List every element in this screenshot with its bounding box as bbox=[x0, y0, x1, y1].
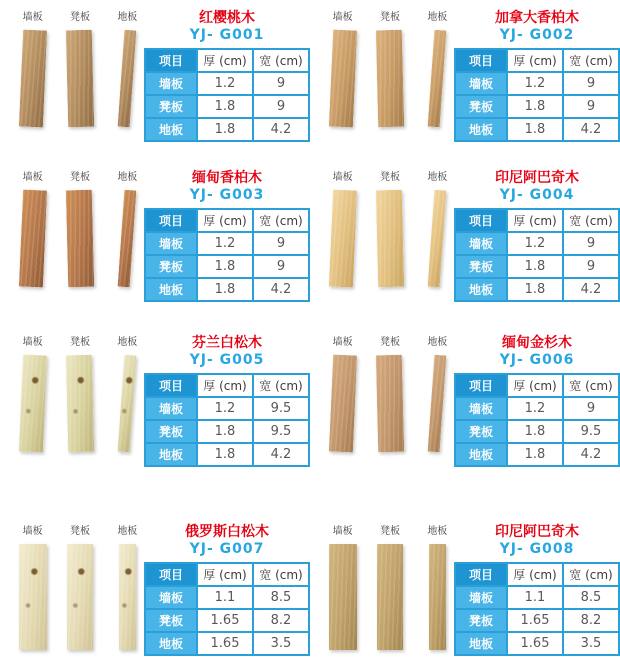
spec-width-value: 4.2 bbox=[253, 443, 309, 466]
bench-board-photo bbox=[376, 355, 405, 453]
floor-board-photo bbox=[118, 190, 137, 288]
spec-width-value: 3.5 bbox=[563, 632, 619, 655]
wall-board-column bbox=[16, 8, 49, 160]
product-photos bbox=[310, 333, 454, 490]
floor-board-photo bbox=[429, 544, 446, 650]
spec-width-value: 9.5 bbox=[253, 420, 309, 443]
spec-header-width: 宽 (cm) bbox=[253, 49, 309, 72]
spec-thickness-value: 1.2 bbox=[197, 397, 253, 420]
table-row bbox=[145, 95, 309, 118]
spec-thickness-value: 1.2 bbox=[197, 232, 253, 255]
spec-row-label: 凳板 bbox=[455, 95, 507, 118]
wall-board-column bbox=[326, 8, 359, 160]
product-photos bbox=[0, 168, 144, 325]
spec-row-label: 凳板 bbox=[145, 609, 197, 632]
spec-row-label: 地板 bbox=[145, 118, 197, 141]
bench-board-photo bbox=[377, 544, 403, 650]
product-info bbox=[454, 8, 620, 160]
bench-board-column bbox=[63, 168, 96, 325]
spec-header-width: 宽 (cm) bbox=[253, 563, 309, 586]
spec-table bbox=[144, 562, 310, 656]
bench-board-label: 凳板 bbox=[379, 12, 400, 23]
product-card bbox=[0, 0, 310, 160]
spec-header-item: 项目 bbox=[455, 209, 507, 232]
spec-row-label: 墙板 bbox=[455, 72, 507, 95]
product-info bbox=[144, 8, 310, 160]
product-card bbox=[0, 490, 310, 666]
product-card bbox=[0, 160, 310, 325]
spec-header-width: 宽 (cm) bbox=[253, 374, 309, 397]
floor-board-column bbox=[111, 8, 144, 160]
spec-row-label: 墙板 bbox=[145, 586, 197, 609]
spec-row-label: 地板 bbox=[145, 443, 197, 466]
wall-board-label: 墙板 bbox=[22, 172, 43, 183]
floor-board-label: 地板 bbox=[427, 337, 448, 348]
spec-table bbox=[454, 373, 620, 467]
product-info bbox=[454, 522, 620, 666]
product-name: 印尼阿巴奇木 bbox=[495, 524, 579, 540]
table-row bbox=[145, 72, 309, 95]
product-code: YJ- G004 bbox=[499, 187, 575, 203]
spec-header-item: 项目 bbox=[455, 49, 507, 72]
spec-thickness-value: 1.8 bbox=[507, 278, 563, 301]
spec-thickness-value: 1.1 bbox=[507, 586, 563, 609]
wall-board-photo bbox=[329, 544, 357, 650]
spec-width-value: 3.5 bbox=[253, 632, 309, 655]
floor-board-column bbox=[111, 333, 144, 490]
floor-board-label: 地板 bbox=[117, 172, 138, 183]
product-photos bbox=[310, 8, 454, 160]
spec-width-value: 9 bbox=[253, 232, 309, 255]
spec-table bbox=[144, 48, 310, 142]
table-row bbox=[145, 586, 309, 609]
spec-header-width: 宽 (cm) bbox=[563, 49, 619, 72]
wall-board-photo bbox=[19, 544, 47, 650]
spec-thickness-value: 1.2 bbox=[197, 72, 253, 95]
floor-board-column bbox=[421, 168, 454, 325]
spec-thickness-value: 1.8 bbox=[507, 118, 563, 141]
product-code: YJ- G001 bbox=[189, 27, 265, 43]
spec-row-label: 墙板 bbox=[145, 397, 197, 420]
product-code: YJ- G007 bbox=[189, 541, 265, 557]
spec-thickness-value: 1.2 bbox=[507, 72, 563, 95]
wall-board-column bbox=[16, 168, 49, 325]
product-photos bbox=[310, 522, 454, 666]
product-code: YJ- G002 bbox=[499, 27, 575, 43]
spec-row-label: 凳板 bbox=[145, 420, 197, 443]
wall-board-photo bbox=[19, 30, 47, 128]
spec-thickness-value: 1.65 bbox=[507, 632, 563, 655]
wall-board-photo bbox=[329, 30, 357, 128]
product-name: 芬兰白松木 bbox=[192, 335, 262, 351]
spec-width-value: 4.2 bbox=[563, 278, 619, 301]
bench-board-label: 凳板 bbox=[69, 337, 90, 348]
spec-table bbox=[454, 208, 620, 302]
spec-thickness-value: 1.8 bbox=[507, 420, 563, 443]
spec-thickness-value: 1.65 bbox=[197, 609, 253, 632]
product-name: 加拿大香柏木 bbox=[495, 10, 579, 26]
spec-thickness-value: 1.8 bbox=[507, 443, 563, 466]
spec-thickness-value: 1.8 bbox=[197, 255, 253, 278]
spec-width-value: 9 bbox=[253, 255, 309, 278]
spec-width-value: 4.2 bbox=[253, 278, 309, 301]
spec-header-item: 项目 bbox=[145, 374, 197, 397]
table-row bbox=[145, 232, 309, 255]
table-row bbox=[145, 632, 309, 655]
bench-board-label: 凳板 bbox=[69, 526, 90, 537]
wall-board-label: 墙板 bbox=[332, 526, 353, 537]
wall-board-column bbox=[16, 522, 49, 666]
product-info bbox=[144, 168, 310, 325]
product-info bbox=[144, 522, 310, 666]
bench-board-column bbox=[373, 333, 406, 490]
wall-board-photo bbox=[19, 355, 47, 453]
product-code: YJ- G006 bbox=[499, 352, 575, 368]
floor-board-label: 地板 bbox=[117, 12, 138, 23]
floor-board-label: 地板 bbox=[117, 337, 138, 348]
product-card bbox=[310, 0, 620, 160]
bench-board-photo bbox=[66, 30, 95, 128]
product-photos bbox=[0, 333, 144, 490]
spec-width-value: 9 bbox=[563, 255, 619, 278]
spec-thickness-value: 1.65 bbox=[197, 632, 253, 655]
spec-header-width: 宽 (cm) bbox=[563, 374, 619, 397]
table-row bbox=[455, 278, 619, 301]
table-row bbox=[455, 420, 619, 443]
bench-board-label: 凳板 bbox=[379, 337, 400, 348]
floor-board-column bbox=[421, 333, 454, 490]
table-row bbox=[145, 397, 309, 420]
product-card bbox=[0, 325, 310, 490]
spec-row-label: 凳板 bbox=[145, 255, 197, 278]
floor-board-photo bbox=[119, 544, 136, 650]
spec-row-label: 地板 bbox=[455, 632, 507, 655]
table-row bbox=[455, 232, 619, 255]
spec-width-value: 9 bbox=[253, 95, 309, 118]
spec-header-item: 项目 bbox=[145, 563, 197, 586]
spec-row-label: 墙板 bbox=[455, 397, 507, 420]
spec-row-label: 地板 bbox=[455, 118, 507, 141]
table-row bbox=[455, 72, 619, 95]
bench-board-column bbox=[63, 8, 96, 160]
spec-row-label: 墙板 bbox=[455, 586, 507, 609]
wall-board-column bbox=[16, 333, 49, 490]
bench-board-photo bbox=[66, 190, 95, 288]
spec-row-label: 墙板 bbox=[145, 72, 197, 95]
floor-board-photo bbox=[428, 190, 447, 288]
floor-board-label: 地板 bbox=[427, 12, 448, 23]
spec-row-label: 凳板 bbox=[455, 255, 507, 278]
product-info bbox=[454, 168, 620, 325]
bench-board-photo bbox=[66, 355, 95, 453]
wall-board-label: 墙板 bbox=[22, 12, 43, 23]
spec-header-item: 项目 bbox=[455, 563, 507, 586]
wall-board-label: 墙板 bbox=[332, 12, 353, 23]
spec-row-label: 凳板 bbox=[455, 420, 507, 443]
product-card bbox=[310, 325, 620, 490]
product-name: 红樱桃木 bbox=[199, 10, 255, 26]
floor-board-label: 地板 bbox=[117, 526, 138, 537]
floor-board-column bbox=[111, 168, 144, 325]
bench-board-column bbox=[63, 522, 96, 666]
bench-board-photo bbox=[376, 30, 405, 128]
product-info bbox=[144, 333, 310, 490]
product-code: YJ- G003 bbox=[189, 187, 265, 203]
bench-board-label: 凳板 bbox=[379, 526, 400, 537]
floor-board-label: 地板 bbox=[427, 526, 448, 537]
product-code: YJ- G008 bbox=[499, 541, 575, 557]
spec-row-label: 凳板 bbox=[455, 609, 507, 632]
spec-row-label: 地板 bbox=[145, 632, 197, 655]
bench-board-label: 凳板 bbox=[69, 172, 90, 183]
spec-width-value: 9 bbox=[563, 95, 619, 118]
spec-row-label: 地板 bbox=[455, 278, 507, 301]
wall-board-photo bbox=[329, 190, 357, 288]
spec-width-value: 8.2 bbox=[563, 609, 619, 632]
table-row bbox=[145, 443, 309, 466]
product-photos bbox=[0, 522, 144, 666]
wall-board-photo bbox=[329, 355, 357, 453]
spec-thickness-value: 1.1 bbox=[197, 586, 253, 609]
spec-row-label: 凳板 bbox=[145, 95, 197, 118]
wall-board-column bbox=[326, 333, 359, 490]
table-row bbox=[455, 586, 619, 609]
spec-thickness-value: 1.8 bbox=[197, 420, 253, 443]
spec-header-width: 宽 (cm) bbox=[253, 209, 309, 232]
spec-thickness-value: 1.65 bbox=[507, 609, 563, 632]
product-card bbox=[310, 160, 620, 325]
spec-width-value: 4.2 bbox=[253, 118, 309, 141]
spec-width-value: 9 bbox=[253, 72, 309, 95]
bench-board-photo bbox=[67, 544, 93, 650]
product-photos bbox=[310, 168, 454, 325]
bench-board-column bbox=[63, 333, 96, 490]
floor-board-column bbox=[421, 522, 454, 666]
table-row bbox=[145, 255, 309, 278]
spec-thickness-value: 1.2 bbox=[507, 397, 563, 420]
bench-board-column bbox=[373, 8, 406, 160]
product-name: 缅甸香柏木 bbox=[192, 170, 262, 186]
spec-table bbox=[144, 373, 310, 467]
spec-width-value: 8.5 bbox=[253, 586, 309, 609]
spec-width-value: 9.5 bbox=[253, 397, 309, 420]
wall-board-label: 墙板 bbox=[22, 337, 43, 348]
table-row bbox=[145, 420, 309, 443]
spec-row-label: 墙板 bbox=[455, 232, 507, 255]
floor-board-photo bbox=[428, 30, 447, 128]
table-row bbox=[145, 609, 309, 632]
spec-thickness-value: 1.8 bbox=[197, 278, 253, 301]
spec-row-label: 地板 bbox=[145, 278, 197, 301]
table-row bbox=[145, 278, 309, 301]
spec-width-value: 9 bbox=[563, 397, 619, 420]
floor-board-photo bbox=[118, 30, 137, 128]
wall-board-label: 墙板 bbox=[332, 172, 353, 183]
spec-row-label: 地板 bbox=[455, 443, 507, 466]
table-row bbox=[455, 255, 619, 278]
product-code: YJ- G005 bbox=[189, 352, 265, 368]
product-name: 缅甸金杉木 bbox=[502, 335, 572, 351]
product-name: 印尼阿巴奇木 bbox=[495, 170, 579, 186]
spec-thickness-value: 1.8 bbox=[197, 95, 253, 118]
table-row bbox=[145, 118, 309, 141]
bench-board-column bbox=[373, 168, 406, 325]
spec-header-thickness: 厚 (cm) bbox=[507, 49, 563, 72]
wall-board-photo bbox=[19, 190, 47, 288]
spec-header-width: 宽 (cm) bbox=[563, 209, 619, 232]
spec-table bbox=[144, 208, 310, 302]
floor-board-column bbox=[421, 8, 454, 160]
spec-table bbox=[454, 48, 620, 142]
spec-header-thickness: 厚 (cm) bbox=[197, 49, 253, 72]
product-info bbox=[454, 333, 620, 490]
floor-board-label: 地板 bbox=[427, 172, 448, 183]
spec-header-thickness: 厚 (cm) bbox=[507, 209, 563, 232]
spec-thickness-value: 1.8 bbox=[507, 255, 563, 278]
wall-board-column bbox=[326, 168, 359, 325]
floor-board-photo bbox=[118, 355, 137, 453]
product-photos bbox=[0, 8, 144, 160]
spec-header-item: 项目 bbox=[145, 209, 197, 232]
spec-row-label: 墙板 bbox=[145, 232, 197, 255]
bench-board-column bbox=[373, 522, 406, 666]
table-row bbox=[455, 609, 619, 632]
spec-header-thickness: 厚 (cm) bbox=[197, 563, 253, 586]
floor-board-photo bbox=[428, 355, 447, 453]
floor-board-column bbox=[111, 522, 144, 666]
spec-width-value: 9.5 bbox=[563, 420, 619, 443]
spec-header-thickness: 厚 (cm) bbox=[197, 209, 253, 232]
table-row bbox=[455, 397, 619, 420]
spec-width-value: 4.2 bbox=[563, 118, 619, 141]
wall-board-label: 墙板 bbox=[332, 337, 353, 348]
spec-header-item: 项目 bbox=[455, 374, 507, 397]
table-row bbox=[455, 95, 619, 118]
table-row bbox=[455, 632, 619, 655]
spec-thickness-value: 1.8 bbox=[507, 95, 563, 118]
spec-width-value: 9 bbox=[563, 232, 619, 255]
spec-header-thickness: 厚 (cm) bbox=[507, 563, 563, 586]
spec-header-thickness: 厚 (cm) bbox=[507, 374, 563, 397]
spec-thickness-value: 1.8 bbox=[197, 443, 253, 466]
spec-thickness-value: 1.8 bbox=[197, 118, 253, 141]
spec-width-value: 9 bbox=[563, 72, 619, 95]
spec-header-thickness: 厚 (cm) bbox=[197, 374, 253, 397]
bench-board-label: 凳板 bbox=[379, 172, 400, 183]
spec-width-value: 4.2 bbox=[563, 443, 619, 466]
spec-width-value: 8.5 bbox=[563, 586, 619, 609]
spec-width-value: 8.2 bbox=[253, 609, 309, 632]
table-row bbox=[455, 118, 619, 141]
product-name: 俄罗斯白松木 bbox=[185, 524, 269, 540]
bench-board-label: 凳板 bbox=[69, 12, 90, 23]
spec-header-width: 宽 (cm) bbox=[563, 563, 619, 586]
table-row bbox=[455, 443, 619, 466]
spec-header-item: 项目 bbox=[145, 49, 197, 72]
wall-board-column bbox=[326, 522, 359, 666]
product-card bbox=[310, 490, 620, 666]
spec-table bbox=[454, 562, 620, 656]
wall-board-label: 墙板 bbox=[22, 526, 43, 537]
spec-thickness-value: 1.2 bbox=[507, 232, 563, 255]
bench-board-photo bbox=[376, 190, 405, 288]
